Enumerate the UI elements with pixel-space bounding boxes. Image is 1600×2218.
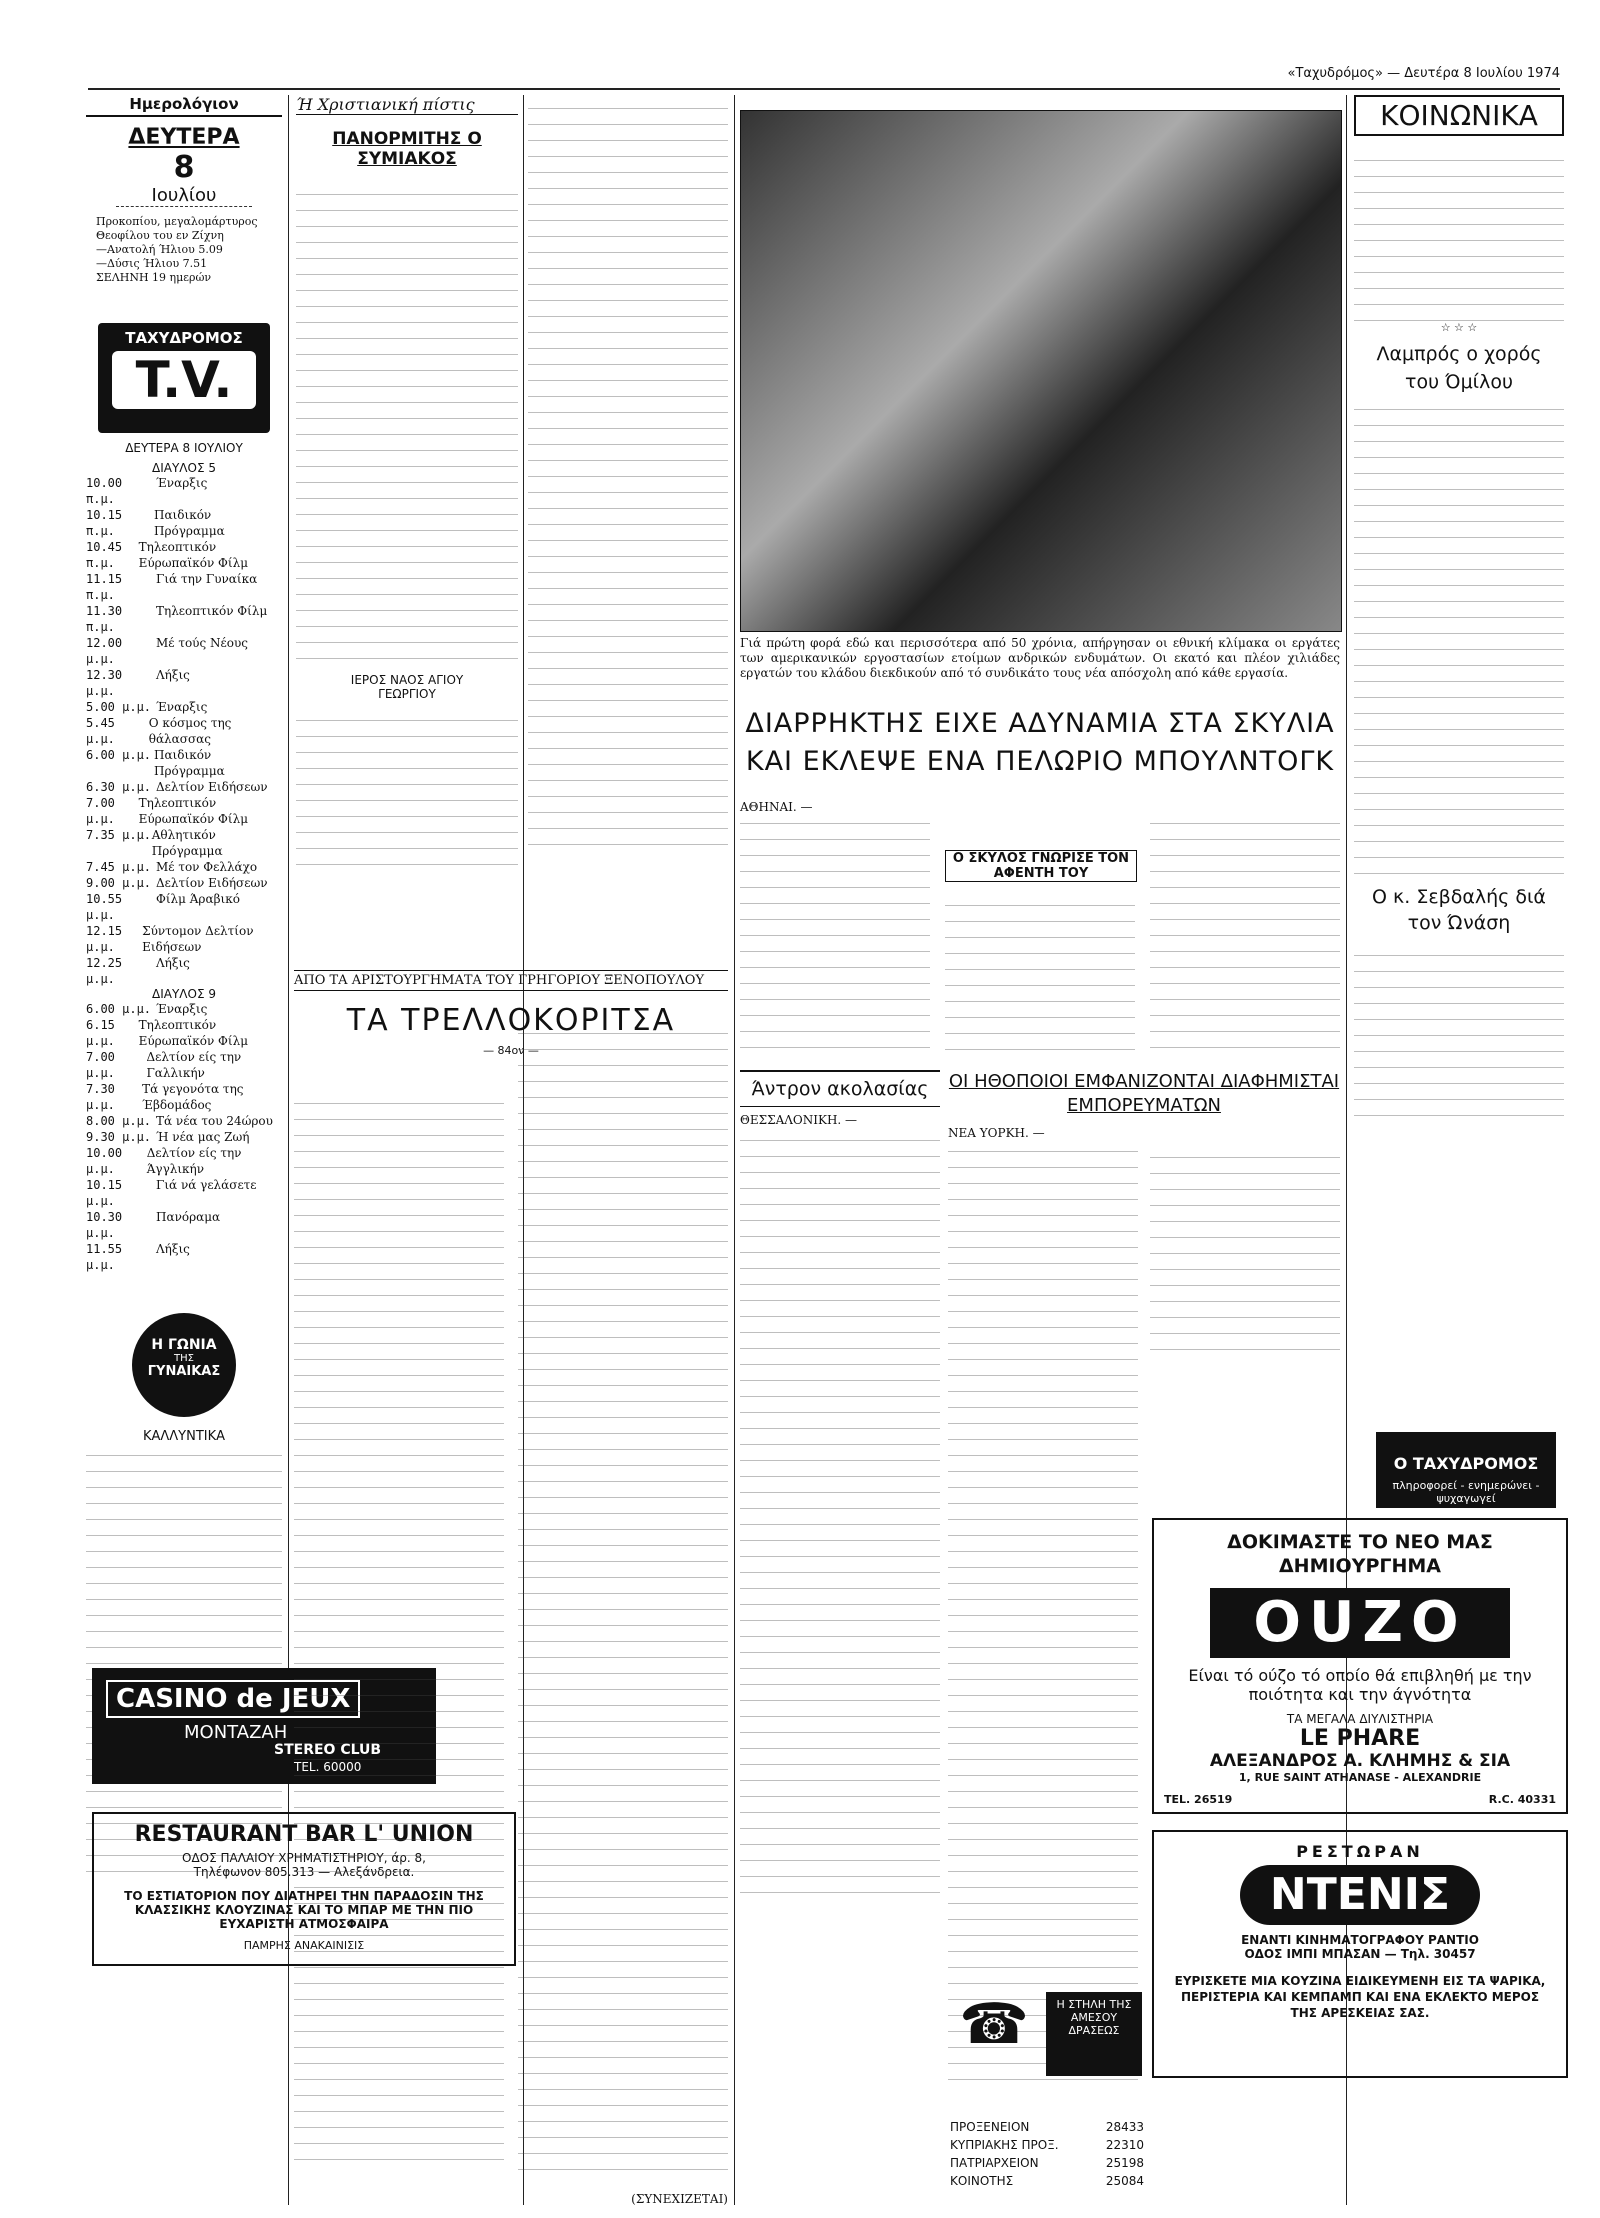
tv-time: 5.45 μ.μ. [86, 716, 115, 746]
tv-logo-text: T.V. [112, 351, 256, 409]
casino-title: CASINO de JEUX [106, 1680, 360, 1718]
tv-time: 10.55 μ.μ. [86, 892, 123, 922]
tv-time: 11.55 μ.μ. [86, 1242, 123, 1272]
phone-row [950, 2172, 1144, 2190]
calendar-line: Προκοπίου, μεγαλομάρτυρος [96, 215, 258, 228]
tv-program: Παιδικόν Πρόγραμμα [153, 508, 225, 538]
calendar-line: ΣΕΛΗΝΗ 19 ημερών [96, 271, 212, 284]
ouzo-rc: R.C. 40331 [1488, 1793, 1556, 1806]
tv-time: 10.00 π.μ. [86, 476, 123, 506]
koinonika-sub1: Λαμπρός ο χορός του Όμίλου [1376, 343, 1542, 393]
tv-program: Ή νέα μας Ζωή [156, 1130, 250, 1144]
tv-listing-row [86, 603, 282, 635]
tv-program: Τηλεοπτικόν Εύρωπαϊκόν Φίλμ [138, 796, 248, 826]
ouzo-company: LE PHARE [1299, 1726, 1421, 1751]
tv-listing-row [86, 923, 282, 955]
column-3 [528, 95, 728, 955]
tv-program: Λήξις [156, 1242, 190, 1256]
tv-listing-row [86, 1001, 282, 1017]
gwnia-badge [132, 1313, 236, 1417]
casino-club: STEREO CLUB [274, 1742, 382, 1758]
tv-program: Έναρξις [156, 700, 208, 714]
phone-name: ΚΥΠΡΙΑΚΗΣ ΠΡΟΞ. [950, 2138, 1059, 2152]
tv-listing-row [86, 1129, 282, 1145]
column-6 [1354, 95, 1564, 1215]
kallyntika-text [86, 1452, 282, 1872]
actors-text-left [948, 1150, 1138, 2080]
column-rule [734, 95, 735, 2205]
tv-listing-row [86, 779, 282, 795]
tv-time: 9.30 μ.μ. [86, 1130, 152, 1144]
column-2 [296, 95, 518, 955]
photo-caption: Γιά πρώτη φορά εδώ και περισσότερα από 50 χρόνια, απήργησαν οι εθνική κλίμακα οι εργάτες των αμερικανικών εργοστασίων ετοίμων ανδρικών ενδυμάτων. Οι εκατό και πλέον χιλιάδες εργατών του κλάδου διεκδικούν από τό συνδικάτο τους νέα απόσχολη από κάθε εργασία. [740, 636, 1340, 680]
koinonika-text-3 [1354, 946, 1564, 1116]
strike-photo [740, 110, 1342, 632]
koinonika-text-1 [1354, 146, 1564, 321]
tv-time: 6.00 μ.μ. [86, 1002, 152, 1016]
tv-time: 6.30 μ.μ. [86, 780, 152, 794]
tv-time: 6.15 μ.μ. [86, 1018, 115, 1048]
tv-time: 11.15 π.μ. [86, 572, 123, 602]
tv-time: 10.15 π.μ. [86, 508, 123, 538]
calendar-day: ΔΕΥΤΕΡΑ [128, 125, 240, 150]
tv-time: 7.00 μ.μ. [86, 1050, 115, 1080]
koinonika-text-2 [1354, 404, 1564, 874]
tv-date: ΔΕΥΤΕΡΑ 8 ΙΟΥΛΙΟΥ [125, 441, 243, 455]
tv-listing-row [86, 1177, 282, 1209]
calendar-line: Θεοφίλου του εν Ζίχνη [96, 229, 224, 242]
tv-logo [98, 323, 270, 433]
tv-program: Δελτίον είς την Γαλλικήν [146, 1050, 242, 1080]
masthead-rule [88, 88, 1560, 90]
tv-time: 7.35 μ.μ. [86, 828, 152, 842]
ouzo-ad [1152, 1518, 1568, 1814]
restaurant-owner: ΠΑΜΡΗΣ ΑΝΑΚΑΙΝΙΣΙΣ [243, 1939, 365, 1952]
phone-number: 28433 [1105, 2120, 1144, 2134]
restaurant-title: RESTAURANT BAR L' UNION [134, 1822, 474, 1847]
tv-channel-9: ΔΙΑΥΛΟΣ 9 [152, 987, 216, 1001]
tv-program: Μέ τούς Νέους [156, 636, 248, 650]
ouzo-tel: TEL. 26519 [1164, 1793, 1233, 1806]
calendar-line: —Ανατολή Ήλιου 5.09 [96, 243, 223, 256]
tv-listing-row [86, 571, 282, 603]
dennis-name: ΝΤΕΝΙΣ [1240, 1865, 1480, 1925]
tv-listing-row [86, 667, 282, 699]
dennis-addr1: ΕΝΑΝΤΙ ΚΙΝΗΜΑΤΟΓΡΑΦΟΥ ΡΑΝΤΙΟ [1241, 1933, 1479, 1947]
kallyntika-heading: ΚΑΛΛΥΝΤΙΚΑ [142, 1429, 226, 1444]
tv-list-5 [86, 475, 282, 987]
tv-program: Έναρξις [156, 476, 208, 490]
masthead: «Ταχυδρόμος» — Δευτέρα 8 Ιουλίου 1974 [1287, 66, 1560, 81]
tv-program: Τά νέα του 24ώρου [156, 1114, 273, 1128]
koinonika-sub2: Ο κ. Σεβδαλής διά τον Ώνάση [1372, 886, 1546, 934]
ouzo-brand: OUZO [1210, 1588, 1510, 1658]
tv-program: Μέ τον Φελλάχο [156, 860, 258, 874]
tv-time: 10.00 μ.μ. [86, 1146, 123, 1176]
phone-number: 25084 [1105, 2174, 1144, 2188]
tv-time: 7.45 μ.μ. [86, 860, 152, 874]
tv-listing-row [86, 507, 282, 539]
ouzo-owner: ΑΛΕΞΑΝΔΡΟΣ Α. ΚΛΗΜΗΣ & ΣΙΑ [1209, 1751, 1511, 1771]
phone-number: 25198 [1105, 2156, 1144, 2170]
tv-time: 5.00 μ.μ. [86, 700, 152, 714]
tv-time: 7.30 μ.μ. [86, 1082, 115, 1112]
taxydromos-ad [1376, 1432, 1556, 1508]
tv-time: 10.30 μ.μ. [86, 1210, 123, 1240]
tv-program: Σύντομον Δελτίον Ειδήσεων [142, 924, 254, 954]
gwnia-line: Η ΓΩΝΙΑ [151, 1337, 217, 1353]
calendar-label: Ημερολόγιον [86, 95, 282, 117]
restaurant-addr: ΟΔΟΣ ΠΑΛΑΙΟΥ ΧΡΗΜΑΤΙΣΤΗΡΙΟΥ, άρ. 8, [182, 1851, 426, 1865]
tv-channel-5: ΔΙΑΥΛΟΣ 5 [152, 461, 216, 475]
tv-program: Έναρξις [156, 1002, 208, 1016]
tv-listing-row [86, 635, 282, 667]
tv-time: 8.00 μ.μ. [86, 1114, 152, 1128]
tv-listing-row [86, 955, 282, 987]
ouzo-header: ΔΟΚΙΜΑΣΤΕ ΤΟ ΝΕΟ ΜΑΣ ΔΗΜΙΟΥΡΓΗΜΑ [1227, 1531, 1493, 1577]
trelo-part: — 84ον — [483, 1044, 539, 1057]
tv-program: Γιά την Γυναίκα [156, 572, 258, 586]
actors-title: ΟΙ ΗΘΟΠΟΙΟΙ ΕΜΦΑΝΙΖΟΝΤΑΙ ΔΙΑΦΗΜΙΣΤΑΙ ΕΜΠΟΡΕΥΜΑΤΩΝ [948, 1071, 1340, 1116]
tv-time: 12.00 μ.μ. [86, 636, 123, 666]
koinonika-stars: ☆ ☆ ☆ [1440, 321, 1478, 334]
tv-listing-row [86, 1081, 282, 1113]
tv-time: 12.15 μ.μ. [86, 924, 123, 954]
tax-ad-line1: Ο ΤΑΧΥΔΡΟΜΟΣ [1393, 1454, 1539, 1473]
tv-listing-row [86, 539, 282, 571]
robbery-title: ΔΙΑΡΡΗΚΤΗΣ ΕΙΧΕ ΑΔΥΝΑΜΙΑ ΣΤΑ ΣΚΥΛΙΑ ΚΑΙ ΕΚΛΕΨΕ ΕΝΑ ΠΕΛΩΡΙΟ ΜΠΟΥΛΝΤΟΓΚ [745, 708, 1335, 777]
phone-number: 22310 [1105, 2138, 1144, 2152]
trelo-cont: (ΣΥΝΕΧΙΖΕΤΑΙ) [631, 2192, 728, 2206]
actors-text-right [1150, 1150, 1340, 1350]
restaurant-tel: Τηλέφωνον 805.313 — Αλεξάνδρεια. [193, 1865, 415, 1879]
tv-time: 10.15 μ.μ. [86, 1178, 123, 1208]
robbery-story [740, 800, 1340, 1060]
tv-time: 12.30 μ.μ. [86, 668, 123, 698]
tv-listing-row [86, 1145, 282, 1177]
tax-ad-line2: πληροφορεί - ενημερώνει - ψυχαγωγεί [1392, 1479, 1540, 1505]
tv-program: Γιά νά γελάσετε [156, 1178, 257, 1192]
trelo-section [294, 970, 728, 2210]
trelo-kicker: ΑΠΟ ΤΑ ΑΡΙΣΤΟΥΡΓΗΜΑΤΑ ΤΟΥ ΓΡΗΓΟΡΙΟΥ ΞΕΝΟΠΟΥΛΟΥ [294, 970, 728, 991]
antron-title: Άντρον ακολασίας [740, 1070, 940, 1107]
phone-row [950, 2154, 1144, 2172]
casino-tel: TEL. 60000 [294, 1760, 362, 1774]
tv-listing-row [86, 747, 282, 779]
robbery-text-2 [945, 895, 1135, 1050]
tv-program: Τηλεοπτικόν Εύρωπαϊκόν Φίλμ [138, 1018, 248, 1048]
dennis-addr2: ΟΔΟΣ ΙΜΠΙ ΜΠΑΣΑΝ — Τηλ. 30457 [1244, 1947, 1476, 1961]
tv-listing-row [86, 1209, 282, 1241]
casino-sub: MONTAZAH [184, 1722, 288, 1743]
tv-listing-row [86, 875, 282, 891]
tv-listing-row [86, 827, 282, 859]
phone-banner: Η ΣΤΗΛΗ ΤΗΣ ΑΜΕΣΟΥ ΔΡΑΣΕΩΣ [1046, 1992, 1142, 2076]
trelo-text-right [518, 1030, 728, 2170]
tv-program: Τηλεοπτικόν Φίλμ [156, 604, 268, 618]
ouzo-desc: Είναι τό ούζο τό οποίο θά επιβληθή με την ποιότητα και την άγνότητα [1188, 1666, 1532, 1704]
gwnia-line: ΓΥΝΑΙΚΑΣ [147, 1364, 221, 1379]
tv-time: 9.00 μ.μ. [86, 876, 152, 890]
christian-kicker: Ή Χριστιανική πίστις [296, 95, 518, 115]
tv-time: 10.45 π.μ. [86, 540, 123, 570]
phone-rows [950, 2118, 1144, 2190]
christian-title: ΠΑΝΟΡΜΙΤΗΣ Ο ΣΥΜΙΑΚΟΣ [332, 129, 482, 169]
trelo-text-left [294, 1100, 504, 2160]
antron-dateline: ΘΕΣΣΑΛΟΝΙΚΗ. — [740, 1113, 858, 1127]
tv-program: Παιδικόν Πρόγραμμα [153, 748, 225, 778]
actors-dateline: ΝΕΑ ΥΟΡΚΗ. — [948, 1126, 1045, 1140]
tv-program: Τά γεγονότα της Έβδομάδος [142, 1082, 244, 1112]
tv-program: Λήξις [156, 956, 190, 970]
phone-icon: ☎ [959, 1992, 1029, 2057]
ouzo-addr: 1, RUE SAINT ATHANASE - ALEXANDRIE [1238, 1771, 1482, 1784]
dennis-small: ΡΕΣΤΩΡΑΝ [1296, 1842, 1424, 1861]
ouzo-distill: ΤΑ ΜΕΓΑΛΑ ΔΙΥΛΙΣΤΗΡΙΑ [1286, 1712, 1434, 1726]
tv-listing-row [86, 699, 282, 715]
tv-listing-row [86, 715, 282, 747]
tv-program: Πανόραμα [156, 1210, 221, 1224]
calendar-month: Ιουλίου [116, 185, 252, 207]
gwnia-line: ΤΗΣ [174, 1353, 194, 1364]
dennis-ad [1152, 1830, 1568, 2078]
tv-program: Δελτίον Ειδήσεων [156, 876, 268, 890]
christian-sub: ΙΕΡΟΣ ΝΑΟΣ ΑΓΙΟΥ ΓΕΩΡΓΙΟΥ [350, 673, 464, 701]
robbery-dateline: ΑΘΗΝΑΙ. — [740, 800, 813, 814]
phone-row [950, 2136, 1144, 2154]
tv-listing-row [86, 1113, 282, 1129]
tv-brand: ΤΑΧΥΔΡΟΜΟΣ [125, 329, 243, 347]
christian-text [296, 179, 518, 659]
robbery-sub: Ο ΣΚΥΛΟΣ ΓΝΩΡΙΣΕ ΤΟΝ ΑΦΕΝΤΗ ΤΟΥ [945, 850, 1137, 882]
tv-program: Αθλητικόν Πρόγραμμα [151, 828, 223, 858]
trelo-title: ΤΑ ΤΡΕΛΛΟΚΟΡΙΤΣΑ [346, 1003, 676, 1038]
tv-listing-row [86, 1049, 282, 1081]
dennis-slogan: ΕΥΡΙΣΚΕΤΕ ΜΙΑ ΚΟΥΖΙΝΑ ΕΙΔΙΚΕΥΜΕΝΗ ΕΙΣ ΤΑ ΨΑΡΙΚΑ, ΠΕΡΙΣΤΕΡΙΑ ΚΑΙ ΚΕΜΠΑΜΠ ΚΑΙ ΕΝΑ ΕΚΛΕΚΤΟ ΜΕΡΟΣ ΤΗΣ ΑΡΕΣΚΕΙΑΣ ΣΑΣ. [1174, 1974, 1546, 2020]
tv-list-9 [86, 1001, 282, 1273]
tv-listing-row [86, 475, 282, 507]
antron-story [740, 1070, 940, 2210]
phone-name: ΚΟΙΝΟΤΗΣ [950, 2174, 1014, 2188]
christian-text-3 [528, 105, 728, 845]
tv-time: 7.00 μ.μ. [86, 796, 115, 826]
robbery-text-3 [1150, 818, 1340, 1048]
phone-name: ΠΡΟΞΕΝΕΙΟΝ [950, 2120, 1030, 2134]
tv-program: Δελτίον Ειδήσεων [156, 780, 268, 794]
phone-box [950, 1990, 1144, 2200]
tv-time: 6.00 μ.μ. [86, 748, 152, 762]
tv-listing-row [86, 1241, 282, 1273]
tv-listing-row [86, 1017, 282, 1049]
tv-listing-row [86, 859, 282, 875]
tv-program: Ο κόσμος της θάλασσας [148, 716, 232, 746]
calendar-date: 8 [173, 150, 195, 185]
phone-row [950, 2118, 1144, 2136]
tv-program: Φίλμ Άραβικό [156, 892, 240, 906]
tv-time: 11.30 π.μ. [86, 604, 123, 634]
robbery-text-1 [740, 818, 930, 1048]
christian-text-2 [296, 715, 518, 865]
calendar-lines [86, 215, 282, 285]
calendar-line: —Δύσις Ήλιου 7.51 [96, 257, 208, 270]
tv-listing-row [86, 795, 282, 827]
tv-listing-row [86, 891, 282, 923]
restaurant-slogan: ΤΟ ΕΣΤΙΑΤΟΡΙΟΝ ΠΟΥ ΔΙΑΤΗΡΕΙ ΤΗΝ ΠΑΡΑΔΟΣΙΝ ΤΗΣ ΚΛΑΣΣΙΚΗΣ ΚΛΟΥΖΙΝΑΣ ΚΑΙ ΤΟ ΜΠΑΡ ΜΕ ΤΗΝ ΠΙΟ ΕΥΧΑΡΙΣΤΗ ΑΤΜΟΣΦΑΙΡΑ [124, 1889, 484, 1931]
phone-name: ΠΑΤΡΙΑΡΧΕΙΟΝ [950, 2156, 1039, 2170]
tv-program: Τηλεοπτικόν Εύρωπαϊκόν Φίλμ [138, 540, 248, 570]
tv-program: Δελτίον είς την Άγγλικήν [146, 1146, 242, 1176]
tv-time: 12.25 μ.μ. [86, 956, 123, 986]
antron-text [740, 1133, 940, 1893]
koinonika-title: ΚΟΙΝΩΝΙΚΑ [1354, 95, 1564, 136]
tv-program: Λήξις [156, 668, 190, 682]
